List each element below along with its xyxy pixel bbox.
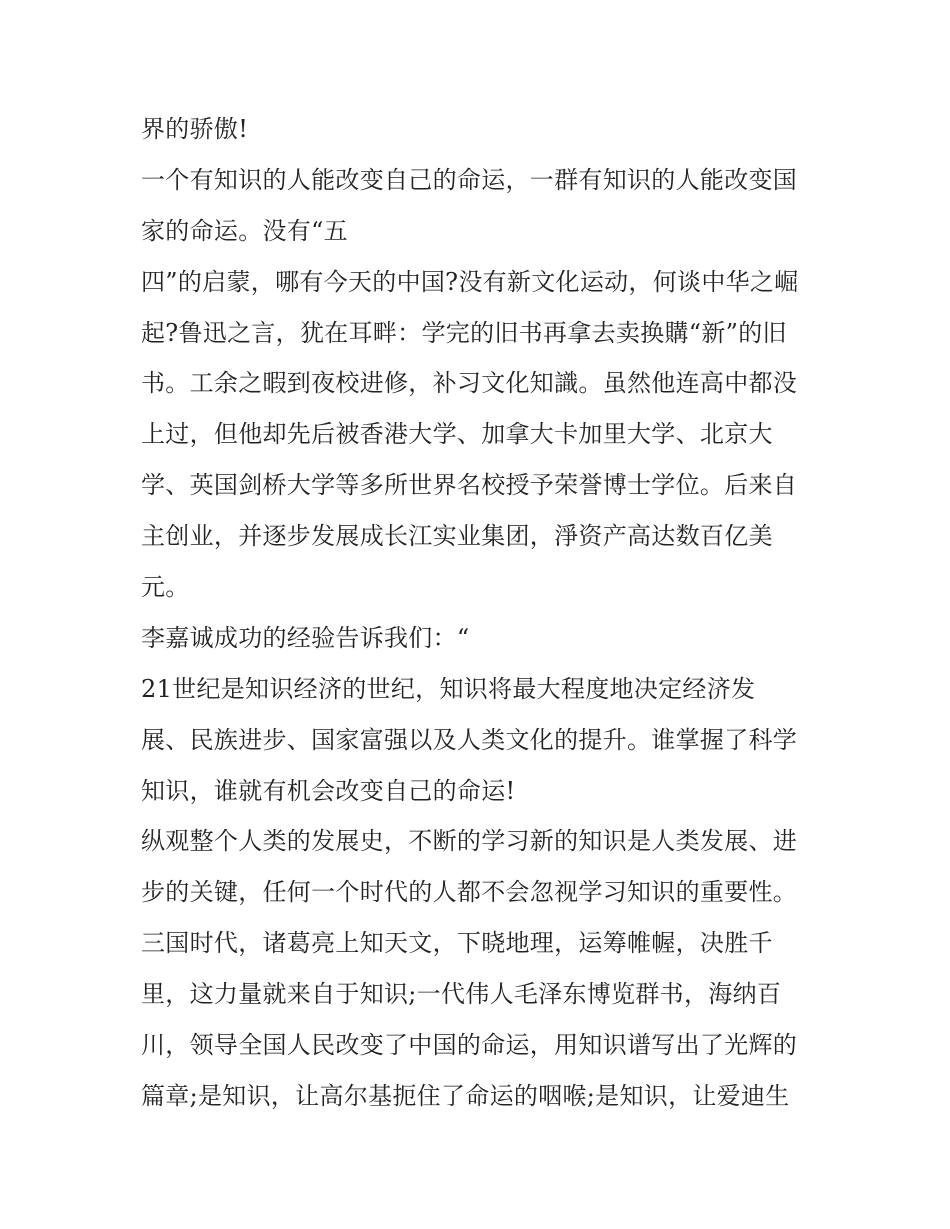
text-line: 元。	[141, 573, 190, 602]
text-line: 界的骄傲!	[141, 115, 249, 143]
text-line: 起?鲁迅之言，犹在耳畔：学完的旧书再拿去卖换購“新”的旧	[141, 318, 787, 347]
text-line: 纵观整个人类的发展史，不断的学习新的知识是人类发展、进	[141, 827, 798, 856]
text-line: 书。工余之暇到夜校进修，补习文化知識。虽然他连高中都没	[141, 369, 798, 398]
text-line: 知识，谁就有机会改变自己的命运!	[141, 776, 516, 805]
text-line: 步的关键，任何一个时代的人都不会忽视学习知识的重要性。	[141, 878, 798, 907]
text-line: 上过，但他却先后被香港大学、加拿大卡加里大学、北京大	[141, 420, 773, 449]
text-line: 篇章;是知识，让高尔基扼住了命运的咽喉;是知识，让爱迪生	[141, 1081, 790, 1110]
text-line: 三国时代，诸葛亮上知天文，下晓地理，运筹帷幄，决胜千	[141, 929, 773, 958]
text-line: 里，这力量就来自于知识;一代伟人毛泽东博览群书，海纳百	[141, 980, 782, 1009]
text-line: 21世纪是知识经济的世纪，知识将最大程度地决定经济发	[141, 674, 756, 703]
text-line: 展、民族进步、国家富强以及人类文化的提升。谁掌握了科学	[141, 725, 798, 754]
text-line: 李嘉诚成功的经验告诉我们：“	[141, 623, 470, 652]
document-body	[141, 109, 831, 1127]
text-line: 家的命运。没有“五	[141, 216, 348, 245]
text-line: 四”的启蒙，哪有今天的中国?没有新文化运动，何谈中华之崛	[141, 267, 799, 296]
text-line: 川，领导全国人民改变了中国的命运，用知识谱写出了光辉的	[141, 1031, 798, 1060]
text-line: 主创业，并逐步发展成长江实业集团，淨资产高达数百亿美	[141, 522, 773, 551]
text-line: 学、英国剑桥大学等多所世界名校授予荣誉博士学位。后来自	[141, 471, 798, 500]
text-line: 一个有知识的人能改变自己的命运，一群有知识的人能改变国	[141, 165, 798, 194]
